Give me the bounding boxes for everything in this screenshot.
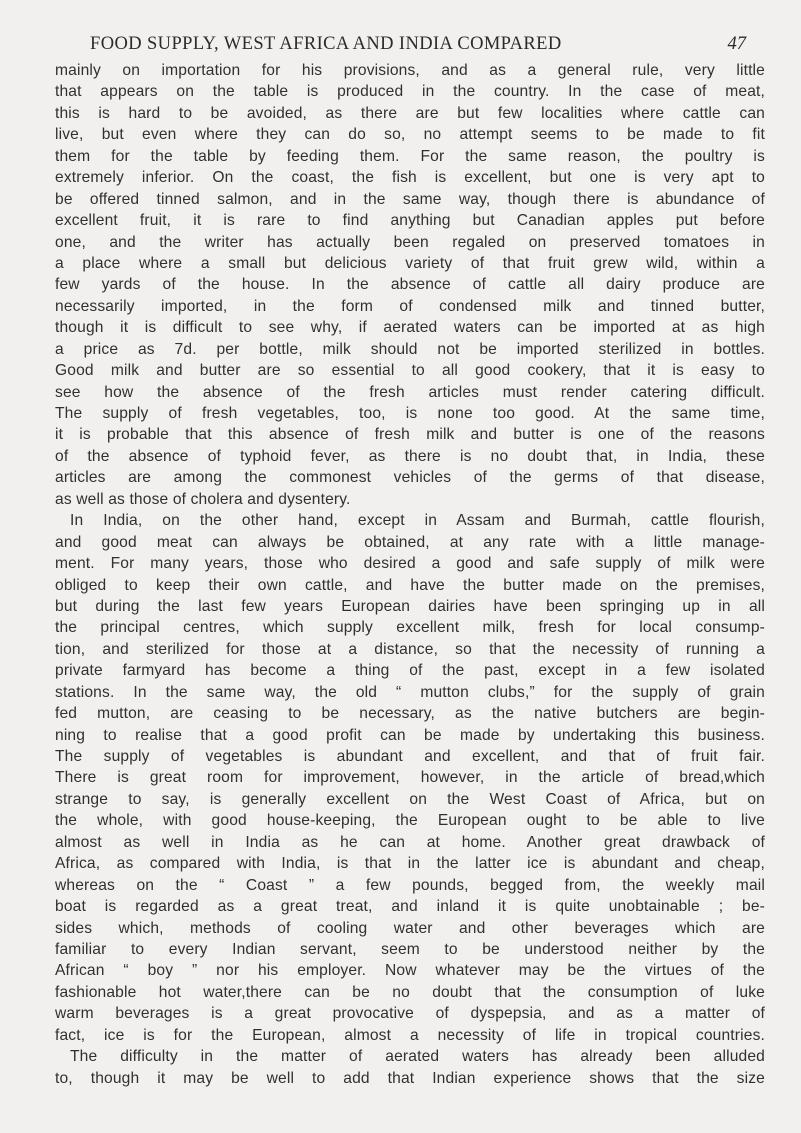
text-line: African “ boy ” nor his employer. Now whatever may be the virtues of the [55, 962, 765, 980]
text-line: Africa, as compared with India, is that in the latter ice is abundant and cheap, [55, 855, 765, 873]
text-line: and good meat can always be obtained, at any rate with a little manage- [55, 533, 765, 551]
text-line: this is hard to be avoided, as there are but few localities where cattle can [55, 104, 765, 122]
text-line: tion, and sterilized for those at a distance, so that the necessity of running a [55, 640, 765, 658]
text-line: live, but even where they can do so, no attempt seems to be made to fit [55, 126, 765, 144]
text-line: one, and the writer has actually been regaled on preserved tomatoes in [55, 233, 765, 251]
text-line: Good milk and butter are so essential to all good cookery, that it is easy to [55, 362, 765, 380]
text-line: mainly on importation for his provisions, and as a general rule, very little [55, 62, 765, 79]
text-line: few yards of the house. In the absence of cattle all dairy produce are [55, 276, 765, 294]
text-line: ning to realise that a good profit can be made by undertaking this business. [55, 726, 765, 744]
text-line: The supply of fresh vegetables, too, is none too good. At the same time, [55, 405, 765, 422]
text-line: In India, on the other hand, except in Assam and Burmah, cattle flourish, [70, 512, 765, 530]
text-line: The supply of vegetables is abundant and excellent, and that of fruit fair. [55, 748, 765, 765]
body-text [55, 60, 765, 1089]
text-line: private farmyard has become a thing of the past, except in a few isolated [55, 662, 765, 680]
text-line: The difficulty in the matter of aerated waters has already been alluded [70, 1048, 765, 1066]
text-line: be offered tinned salmon, and in the same way, though there is abundance of [55, 190, 765, 208]
text-line: almost as well in India as he can at home. Another great drawback of [55, 833, 765, 851]
text-line: of the absence of typhoid fever, as there is no doubt that, in India, these [55, 447, 765, 465]
text-line: There is great room for improvement, however, in the article of bread,which [55, 769, 765, 787]
text-line: obliged to keep their own cattle, and have the butter made on the premises, [55, 576, 765, 594]
text-line: whereas on the “ Coast ” a few pounds, begged from, the weekly mail [55, 876, 765, 894]
text-line: but during the last few years European dairies have been springing up in all [55, 597, 765, 615]
text-line: to, though it may be well to add that Indian experience shows that the size [55, 1069, 765, 1087]
running-head: FOOD SUPPLY, WEST AFRICA AND INDIA COMPARED [90, 34, 562, 54]
page-number: 47 [727, 34, 746, 54]
text-line: them for the table by feeding them. For the same reason, the poultry is [55, 147, 765, 165]
text-line: sides which, methods of cooling water and other beverages which are [55, 919, 765, 937]
text-line: as well as those of cholera and dysentery. [55, 490, 351, 508]
text-line: that appears on the table is produced in the country. In the case of meat, [55, 83, 765, 101]
text-line: ment. For many years, those who desired a good and safe supply of milk were [55, 555, 765, 573]
text-line: excellent fruit, it is rare to find anything but Canadian apples put before [55, 212, 765, 230]
text-line: a place where a small but delicious variety of that fruit grew wild, within a [55, 254, 765, 272]
text-line: necessarily imported, in the form of condensed milk and tinned butter, [55, 297, 765, 315]
text-line: stations. In the same way, the old “ mutton clubs,” for the supply of grain [55, 683, 765, 701]
text-line: it is probable that this absence of fresh milk and butter is one of the reasons [55, 426, 765, 444]
text-line: though it is difficult to see why, if aerated waters can be imported at as high [55, 319, 765, 337]
text-line: familiar to every Indian servant, seem to be understood neither by the [55, 940, 765, 958]
text-line: boat is regarded as a great treat, and inland it is quite unobtainable ; be- [55, 898, 765, 916]
text-line: fed mutton, are ceasing to be necessary, as the native butchers are begin- [55, 705, 765, 723]
text-line: see how the absence of the fresh articles must render catering difficult. [55, 383, 765, 401]
text-line: the whole, with good house-keeping, the European ought to be able to live [55, 812, 765, 830]
page-header [90, 34, 746, 60]
text-line: a price as 7d. per bottle, milk should not be imported sterilized in bottles. [55, 340, 765, 358]
text-line: extremely inferior. On the coast, the fish is excellent, but one is very apt to [55, 169, 765, 187]
text-line: the principal centres, which supply excellent milk, fresh for local consump- [55, 619, 765, 637]
text-line: articles are among the commonest vehicles of the germs of that disease, [55, 469, 765, 487]
text-line: strange to say, is generally excellent on the West Coast of Africa, but on [55, 790, 765, 808]
text-line: fact, ice is for the European, almost a necessity of life in tropical countries. [55, 1026, 765, 1044]
text-line: fashionable hot water,there can be no doubt that the consumption of luke [55, 983, 765, 1001]
text-line: warm beverages is a great provocative of dyspepsia, and as a matter of [55, 1005, 765, 1023]
